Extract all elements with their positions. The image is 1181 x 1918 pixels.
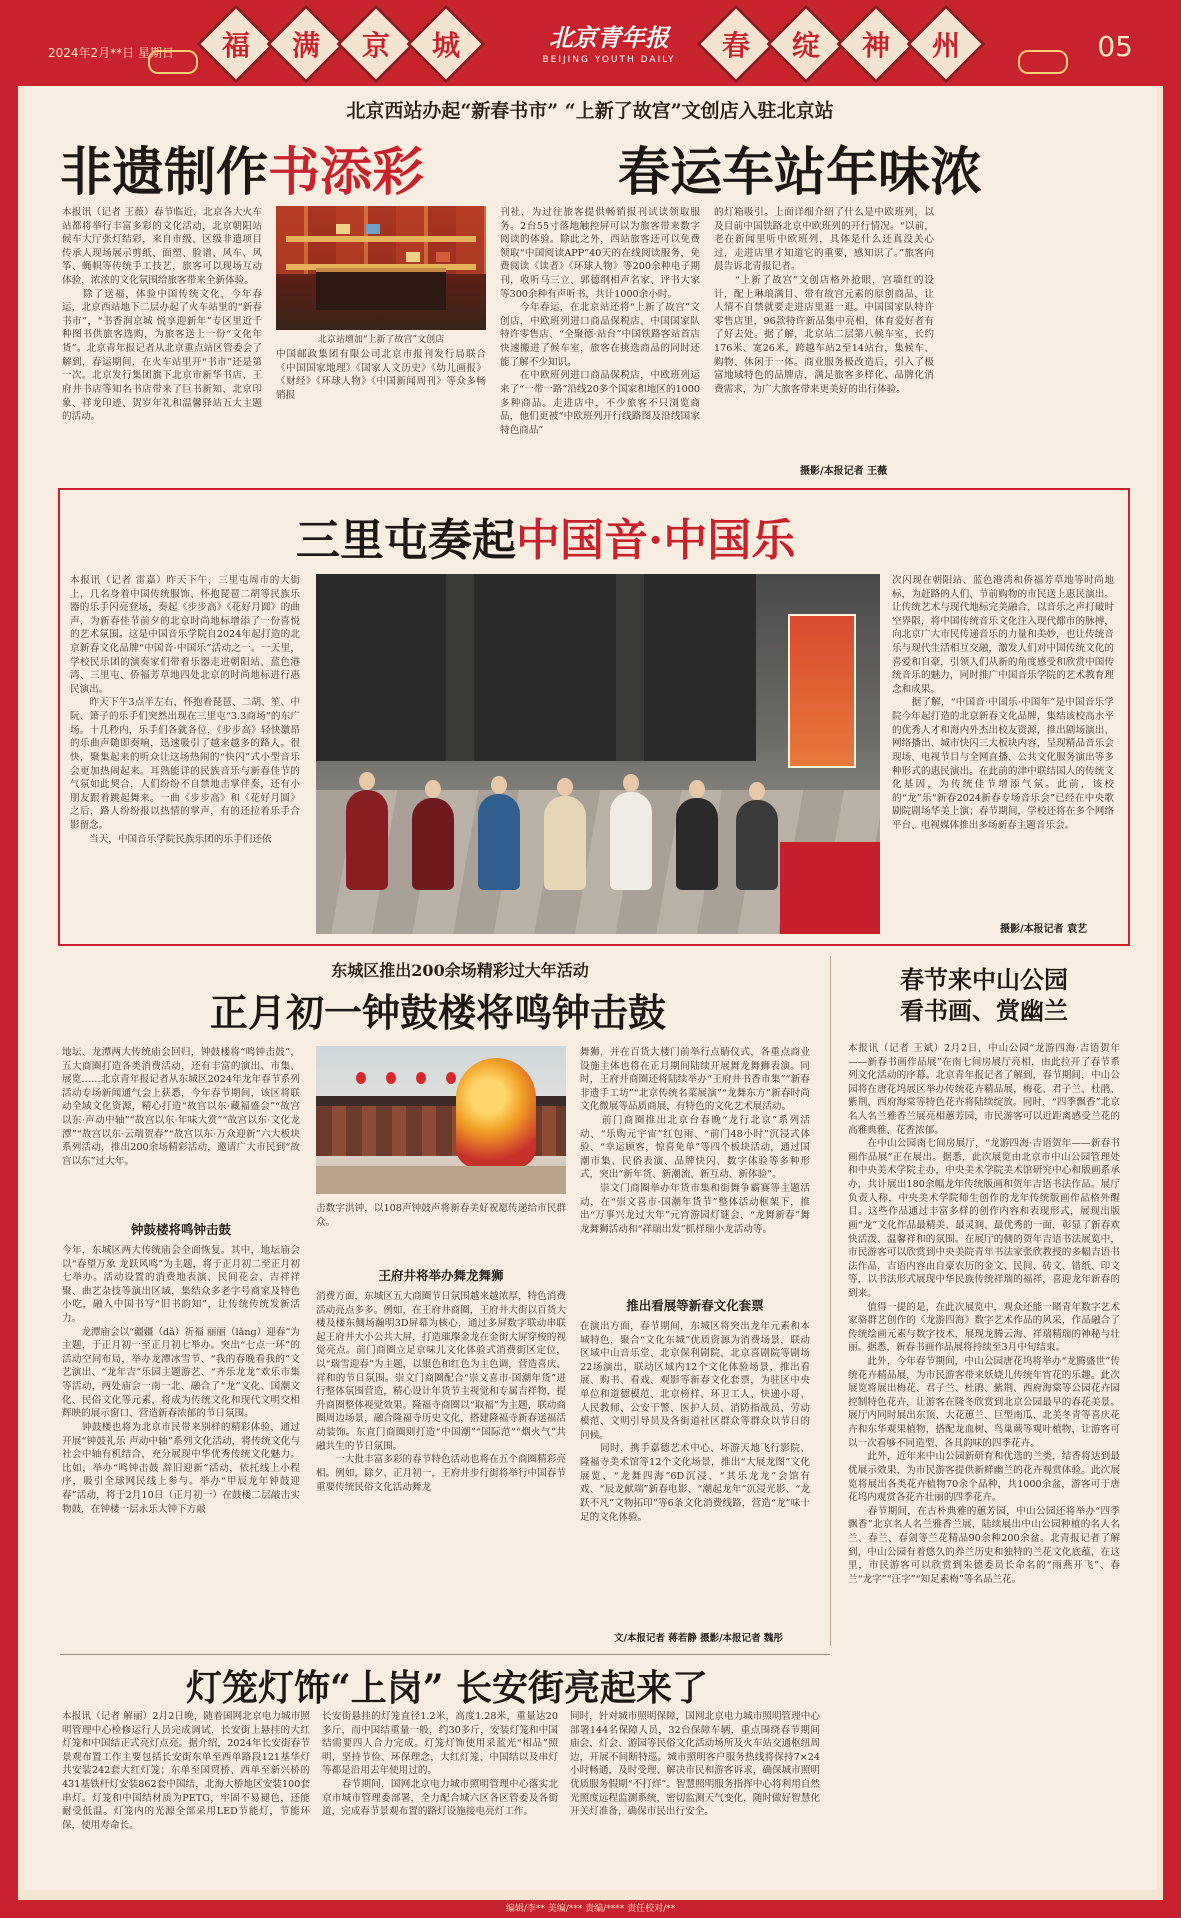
article1-headline: 非遗制作书添彩	[60, 142, 425, 203]
article3-subhead-bell: 钟鼓楼将鸣钟击鼓	[130, 1222, 231, 1237]
slogan-char: 福	[196, 4, 275, 83]
article1-credit: 摄影/本报记者 王薇	[800, 466, 888, 477]
article2-credit: 摄影/本报记者 袁艺	[1000, 924, 1088, 935]
article4-text: 本报讯（记者 王斌）2月2日，中山公园“龙游四海·吉语贺年——新春书画作品展”在南七间房展厅亮相，由此拉开了春节系列文化活动的序幕。北京青年报记者了解到，春节期间，中山公园将在唐花坞展区举办传统花卉精品展，梅花、君子兰、杜鹃、紫荆、西府海棠等特色花卉将陆续绽放。同时，“四季飘香”北京名人名兰雅香兰展亮相蕙芳园，市民游客可以近距离感受兰花的高雅典雅、花香浓郁。 在中山公园南七间房展厅，“龙游四海·吉语贺年——新春书画作品展”正在展出。据悉，此次展览由北京市中山公园管理处和中央美术学院主办，中央美术学院美术馆研究中心和版画系承办，共计展出180余幅龙年传统版画和贺年吉语书法作品。展厅负责人称，中央美术学院师生创作的龙年传统版画作品格外醒目。这些作品通过丰富多样的创作内容和表现形式，展现出版画“龙”文化作品最精美、最灵润、最优秀的一面，彰显了新春欢快活泼、温馨祥和的氛围。在展厅的侧的贺年吉语书法展览中，市民游客可以欣赏到中央美院青年书法家张欣教授的多幅吉语书法作品，吉语内容由自豪农历的金文、民间、砖文、错纸、印文等，以书法形式展现中华民族传统祥瑞的福祥，喜迎龙年新春的到来。 值得一提的是，在此次展览中，观众还能一睹青年数字艺术家骆群艺创作的《龙游四海》数字艺术作品的风采，作品融合了传统绘画元素与数字技术，展现龙腾云海、祥瑞精瑞的神秘与壮丽。据悉，新春书画作品展将持续至3月中旬结束。 此外，今年春节期间，中山公园唐花坞将举办“龙腾盛世”传统花卉精品展，为市民游客带来妖娆儿传统年宵花的乐趣。此次展览将展出梅花、君子兰、杜鹃、紫荆、西府海棠等公园花卉园控制特色花卉，让游客在隆冬欣赏到北京公园最早的春花美景。展厅内同时展出东顶、大花蕙兰、巨型南瓜、北美冬青等喜庆花卉和东华观果植物，搭配龙血树、鸟巢蕨等观叶植物，让游客可以一次看够不同造型、各具韵味的四季花卉。 此外，近年来中山公园新研育和优选的兰类，结香将达到最优展示效果，为市民游客提供新鲜幽兰的花卉观赏体验。此次展览将展出各类花卉植物70余个品种，共1000余盆，游客可于唐花坞内观赏各花卉壮丽的四季花卉。 春节期间，在古朴典雅的蕙芳园，中山公园还将举办“四季飘香”北京名人名兰雅香兰展，陆续展出中山公园种植的名人名兰、春兰、春剑等兰花精品90余种200余盆。北青报记者了解到，中山公园有着悠久的养兰历史和独特的兰花文化底蕴，在这里，市民游客可以欣赏到朱德委员长命名的“雨燕开飞”、春兰“龙字”“汪字”“知足素梅”等名品兰花。	[848, 1043, 1120, 1585]
article2-text-col2: 次闪现在朝阳站、蓝色港湾和侨福芳草地等时尚地标，为赶路的人们、节前购物的市民送上惠民演出。让传统艺术与现代地标完美融合，以音乐之声打破时空界限，将中国传统音乐文化注入现代都市的脉搏，向北京广大市民传递音乐的力量和美妙，也让传统音乐与现代生活相互交融，激发人们对中国传统文化的喜爱和自豪，引领人们从新的角度感受和欣赏中国传统音乐的魅力，同时推广中国音乐学院的艺术教育理念和成果。 据了解，“中国音·中国乐·中国年”是中国音乐学院今年起打造的北京新春文化品牌，集结该校高水平的优秀人才和海内外杰出校友资源，推出剧场演出、网络播出、城市快闪三大板块内容，呈现精品音乐会现场、电视节目与全网直播、公共文化服务演出等多种形式的惠民演出。在此前的津中联结国人的传统文化基因，为传统佳节增添气氛。此前，该校的“龙”乐“新春2024新春专场音乐会”已经在中央歌剧院剧场华美上演；春节期间，学校还将在多个网络平台、电视媒体推出多场新春主题音乐会。	[892, 575, 1114, 831]
article3-text-col1: 今年，东城区两大传统庙会全面恢复。其中，地坛庙会以“春望万象 龙跃风鸣”为主题，将于正月初二至正月初七举办。活动设置的消费地表演、民间花会、吉祥祥聚、曲艺杂技等演出区域，集结众多老字号商家及特色小吃，融入中国书写“旧书韵知”，让传统传统发新活力。 龙潭庙会以“疆疆（dǎ）祈福 丽丽（lǎng）迎春”为主题，于正月初一至正月初七举办。突出“七点一环”的活动空间布局，举办龙潭冰雪节、“我的春晚看我的”文艺演出、“龙年吉”乐园主题游艺、“齐乐龙龙”欢乐市集等活动，两处庙会一南一北、融合了“龙”文化、国潮文化、民俗文化等元素，将成为传统文化和现代文明交相辉映的展示窗口、营造新春浓郁的节日氛围。 钟鼓楼也将为北京市民带来别样的精彩体验，通过开展“钟鼓礼乐 声动中轴”系列文化活动，将传统文化与社会中轴有机结合，充分展现中华优秀传统文化魅力。比如，举办“鸣钟击鼓 辞旧迎新”活动，依托线上小程序，吸引全球网民线上参与。举办“甲辰龙年钟鼓迎春”活动，将于2月10日（正月初一）在鼓楼二层敲击实物鼓，在钟楼一层永乐大钟下方敲	[62, 1245, 300, 1515]
article3-credit: 文/本报记者 蒋若静 摄影/本报记者 魏彤	[614, 1633, 783, 1644]
article3-subhead-tickets: 推出看展等新春文化套票	[626, 1298, 764, 1313]
slogan-char: 京	[336, 4, 415, 83]
folk-music-performance-photo	[316, 574, 880, 934]
article3-text-col3: 在演出方面，春节期间，东城区将突出龙年元素和本城特色，聚合“文化东城”优质资源为消费场景，联动区域中山音乐堂、北京保利剧院、北京喜剧院等剧场22场演出，联动区域内12个文化体验场景，推出看展、购书、看戏、观影等新春文化套票，为驻区中央单位和道德模范、北京榜样、环卫工人、快递小哥、人民教师、公安干警、医护人员、消防指战员、劳动模范、文明引导员及各街道社区群众等群众以节日的问候。 同时，携手嘉德艺术中心、坏游天地飞行影院、隆福寺美术馆等12个文化场景，推出“大展龙图”文化展览、“龙舞四海”6D沉浸、“其乐龙龙”会馆有戏、“辰龙献端”新春电影、“潮起龙年”沉浸光影、“龙跃不凡”文物拓印”等6条文化消费线路，营造“龙”味十足的文化体验。	[580, 1321, 810, 1523]
photo-caption: 北京站增加“上新了故宫”文创店	[317, 335, 445, 345]
article1-kicker: 北京西站办起“新春书市” “上新了故宫”文创店入驻北京站	[346, 100, 834, 122]
article3-headline: 正月初一钟鼓楼将鸣钟击鼓	[210, 990, 667, 1035]
article3-subhead-dragon-dance: 王府井将举办舞龙舞狮	[378, 1268, 504, 1283]
cloud-ornament-icon	[148, 50, 198, 74]
article5-headline: 灯笼灯饰“上岗” 长安街亮起来了	[186, 1667, 708, 1709]
slogan-char: 州	[906, 4, 985, 83]
article3-text-col2: 消费方面，东城区五大商圈节日氛围越来越浓厚，特色消费活动亮点多多。例如，在王府井商圈，王府井大街以百货大楼及楼东侧场瀚明3D屏幕为核心，通过多屏数字联动串联起王府井大小公共大屏，打造璀璨金龙在金街大屏穿梭的视觉亮点。前门商圈立足京味儿文化体验式消费街区定位，以“瑞雪迎春”为主题，以银色和红色为主色调，营造喜庆、祥和的节日氛围。崇文门商圈配合“崇文喜市·国潮年货”进行整体氛围营造，精心设计年货节主视觉和专属吉祥物，提升商圈整体视觉效果。隆福寺商圈以“取福”为主题，联动商圈周边场景，融合隆福寺历史文化，搭建隆福寺新春送福活动装饰。东直门商圈则打造“中国潮”“国际范”“烟火气”共融共生的节日氛围。 一大批丰富多彩的春节特色活动也将在五个商圈精彩亮相。例如，除夕、正月初一，王府井步行街将举行中国春节重要传统民俗文化活动舞龙	[316, 1291, 566, 1493]
slogan-left	[208, 16, 474, 72]
gugong-store-photo	[276, 206, 486, 330]
article3-text-col2a: 击数字洪钟，以108声钟鼓声将新春美好祝愿传递给市民群众。	[316, 1203, 566, 1228]
bell-tower-dragon-photo	[316, 1046, 566, 1194]
article2-text-col1: 本报讯（记者 雷嘉）昨天下午，三里屯周市的大街上，几名身着中国传统服饰、怀抱琵琶二胡等民族乐器的乐手闪亮登场，奏起《步步高》《花好月圆》的曲声，为新春佳节前夕的北京时尚地标增添了一份喜悦的艺术氛围。这是中国音乐学院自2024年起打造的北京新春文化品牌“中国音·中国乐”活动之一。一天里，学校民乐团的演奏家们带着乐器走进朝阳站、蓝色港湾、三里屯、侨福芳草地四处北京的时尚地标进行惠民演出。 昨天下午3点半左右，怀抱着琵琶、二胡、笙、中阮、箫子的乐手们突然出现在三里屯“3.3商场”的东广场。十几秒内，乐手们各就各位，《步步高》轻快激昂的乐曲声随即奏响，迅速吸引了越来越多的路人。很快，聚集起来的听众让这场热闹的“快闪”式小型音乐会更加热闹起来。耳熟能详的民族音乐与新春佳节的气氛如此契合，人们纷纷不自禁地击掌伴奏，还有小朋友跟着跳起舞来。一曲《步步高》和《花好月圆》之后，路人纷纷报以热情的掌声，有的还拉着乐手合影留念。 当天，中国音乐学院民族乐团的乐手们还依	[70, 575, 300, 845]
slogan-char: 绽	[766, 4, 845, 83]
section-divider	[60, 1654, 830, 1655]
page-number: 05	[1097, 30, 1133, 63]
article5-text-col3: 同时，针对城市照明保障，国网北京电力城市照明管理中心部署144名保障人员，32台保障车辆，重点围绕春节期间庙会、灯会、游园等民俗文化活动场所及火车站交通枢纽周边，开展不间断特巡。城市照明客户服务热线将保持7×24小时畅通，及时受理、解决市民和游客诉求，确保城市照明优质服务假期“不打烊”。智慧照明服务指挥中心将利用自然光照度远程监测系统，密切监测天气变化，随时做好智慧化开关灯准备，确保市民出行安全。	[570, 1711, 820, 1818]
page-footer: 编辑/李** 美编/*** 责编/**** 责任校对/**	[505, 1904, 676, 1914]
slogan-char: 城	[406, 4, 485, 83]
slogan-right	[708, 16, 974, 72]
article4-headline: 春节来中山公园 看书画、赏幽兰	[900, 965, 1068, 1026]
cloud-ornament-icon	[1018, 50, 1068, 74]
article3-kicker: 东城区推出200余场精彩过大年活动	[331, 961, 589, 980]
article1-headline-right: 春运车站年味浓	[618, 142, 983, 203]
article5-text-col2: 长安街悬挂的灯笼直径1.2米，高度1.28米，重量达20多斤，而中国结重量一般，约30多斤，安装灯笼和中国结需要四人合力完成。灯笼灯饰使用采蓝光“相品”照明，坚持节俭、环保理念，大红灯笼、中国结以及串灯等都是沿用去年使用过的。 春节期间，国网北京电力城市照明管理中心落实北京市城市管理委部署，全力配合城六区各区管委及各街道，完成春节景观布置的路灯设施接电亮灯工作。	[322, 1711, 558, 1818]
column-divider	[830, 956, 831, 1646]
slogan-char: 春	[696, 4, 775, 83]
article2-headline: 三里屯奏起中国音·中国乐	[296, 515, 796, 566]
article1-text-col1: 本报讯（记者 王薇）春节临近，北京各大火车站都将举行丰富多彩的文化活动，北京朝阳站候车大厅张灯结彩，来自市级、区级非遗项目传承人现场展示剪纸、面塑、脸谱、风车、风筝、蝇帜等传统手工技艺，旅客可以现场互动体验，浓浓的文化氛围给旅客带来全新体验。 除了送福，体验中国传统文化，今年春运，北京西站地下二层办起了火车站里的“新春书市”，“书香润京城 悦享迎新年”专区里近千种图书供旅客选购，为旅客送上一份“文化年货”。北京青年报记者从北京重点站区管委会了解到，春运期间，在火车站里开“书市”还是第一次。北京发行集团旗下北京市新华书店、王府井书店等知名书店带来了巨书新知、北京印象、祥龙印迹、贺岁年礼和温馨驿站五大主题的活动。	[62, 207, 262, 423]
issue-date: 2024年2月**日 星期日	[48, 46, 174, 60]
article3-text-col3a: 舞狮，并在百货大楼门前举行点睛仪式，各重点商业设施主体也将在正月期间陆续开展舞龙舞狮表演。同时，王府井商圈还将陆续举办“王府井书香市集”“新春非遗手工坊”“北京传统名菜展演”“龙舞东方”新春时尚文化微展等品质商展，有特色的文化艺术展活动。 前门商圈推出北京台春晚“龙行北京”系列活动、“乐购元宇宙”红包雨、“前门48小时”沉浸式体验、“幸运顾客，惊喜免单”等四个板块活动，通过国潮市集、民俗表演、品牌快闪、数字体验等多种形式，突出“新年货、新潮流、新互动、新体验”。 崇文门商圈举办年货市集和街舞争霸赛等主题活动，在“崇文喜市·国潮年货节”整体活动框架下，推出“万事兴龙过大年”元宵游园灯谜会、“龙舞新春”舞龙舞狮活动和“祥瑞出发”抓样瑞小龙活动等。	[580, 1047, 810, 1235]
article5-text-col1: 本报讯（记者 解丽）2月2日晚，随着国网北京电力城市照明管理中心检修运行人员完成调试，长安街上悬挂的大红灯笼和中国结正式亮灯点亮。据介绍，2024年长安街春节景观布置工作主要包括长安街东单至西单路段121基华灯共安装242套大红灯笼；东单至国贸桥、西单至新兴桥的431基铁杆灯安装862套中国结，北海大桥地区安装100套串灯。灯笼和中国结材质为PETG，牢固不易褪色，还能耐受低温。灯笼内的光源全部采用LED节能灯，节能环保，使用寿命长。	[62, 1711, 310, 1831]
article1-text-col2: 中国邮政集团有限公司北京市报刊发行局联合《中国国家地理》《国家人文历史》《幼儿画报》《财经》《环球人物》《中国新闻周刊》等众多畅销报	[276, 349, 486, 401]
newspaper-logo: 北京青年报 BEIJING YOUTH DAILY	[542, 23, 676, 65]
masthead	[18, 0, 1163, 86]
slogan-char: 神	[836, 4, 915, 83]
article1-text-col3: 刊社，为过往旅客提供畅销报刊试读领取服务。2台55寸落地触控屏可以为旅客带来数字阅读的体验。除此之外，西站旅客还可以免费领取“中国阅读APP”40天的在线阅读服务，免费阅读《读者》《环球人物》等200余种电子期刊，收听马三立、郭德纲相声名家、评书大家等300余种有声听书，共计1000余小时。 今年春运，在北京站还将“上新了故宫”文创店，中欧班列进口商品保税店、中国国家队特许零售店、“全聚德·站台”中国铁路客站首店快速搬进了候车室，旅客在挑选商品的同时还能了解不少知识。 在中欧班列进口商品保税店，中欧班列运来了“一带一路”沿线20多个国家和地区的1000多种商品。走进店中，不少旅客不只浏览商品，他们更被“中欧班列开行线路图及沿线国家特色商品”	[500, 207, 700, 436]
slogan-char: 满	[266, 4, 345, 83]
article3-intro: 地坛、龙潭两大传统庙会回归，钟鼓楼将“鸣钟击鼓”，五大商圈打造各类消费活动，还有丰富的演出、市集、展览……北京青年报记者从东城区2024年龙年春节系列活动专场新闻通气会上获悉，今年春节期间，该区将联动全域文化资源，精心打造“故宫以东·藏福盛会”“故宫以东·声动中轴”“故宫以东·年味大赏”“故宫以东·文化龙潭”“故宫以东·云端贺春”“故宫以东·万众迎新”六大板块系列活动，推出200余场精彩活动，邀请广大市民到“故宫以东”过大年。	[62, 1047, 300, 1167]
article1-text-col4: 的灯箱吸引。上面详细介绍了什么是中欧班列，以及目前中国铁路北京中欧班列的开行情况。“以前，老在新闻里听中欧班列，具体是什么还真没关心过，走进店里才知道它的重要，感知识了。”旅客向晨告诉北青报记者。 “上新了故宫”文创店格外抢眼，宫墙红的设计，配上琳琅满目、带有故宫元素的原创商品，让人情不自禁就要走进店里逛一逛。中国国家队特许零售店里，96款特许新品集中亮相，体育爱好者有了好去处。据了解，北京站二层第八候车室，长约176米、宽26米，跨越车站2至14站台，集候车、购物、休闲于一体。商业服务极改造后，引入了极富地域特色的品牌店，满足旅客多样化、品牌化消费需求，为广大旅客带来更美好的出行体验。	[714, 207, 934, 395]
